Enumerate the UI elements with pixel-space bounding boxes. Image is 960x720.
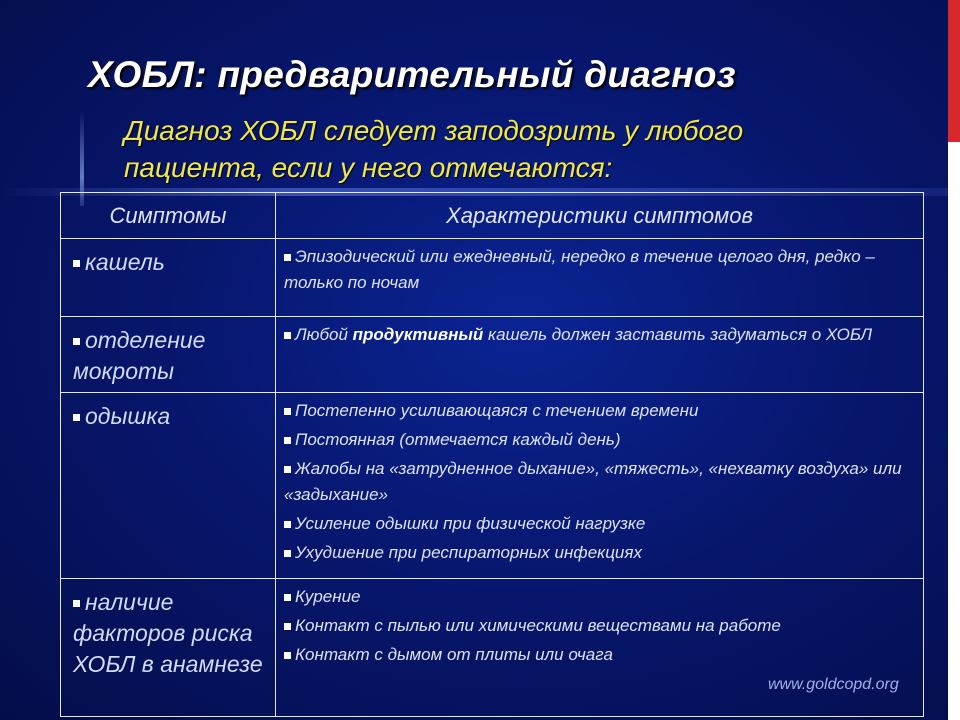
slide-subtitle: Диагноз ХОБЛ следует заподозрить у любого пациента, если у него отмечаются: [124,115,744,183]
list-item: Постепенно усиливающаяся с течением времени [284,398,917,424]
source-url: www.goldcopd.org [768,676,899,693]
symptom-label: наличие факторов риска ХОБЛ в анамнезе [73,589,263,677]
bullet-icon [284,594,291,601]
list-item: Контакт с пылью или химическими веществами на работе [284,613,917,639]
table-row [61,317,924,393]
bullet-icon [73,414,80,421]
list-item: Усиление одышки при физической нагрузке [284,511,917,537]
emphasis-text: продуктивный [352,325,484,344]
symptom-cell [61,393,276,579]
characteristics-cell [276,239,924,317]
symptom-cell [61,317,276,393]
symptom-cell [61,579,276,717]
header-symptoms: Симптомы [61,193,276,239]
side-stripe [948,0,960,720]
list-item: Любой продуктивный кашель должен заставить задуматься о ХОБЛ [284,322,917,348]
characteristics-cell [276,393,924,579]
bullet-icon [284,550,291,557]
list-item: Контакт с дымом от плиты или очага [284,642,917,668]
bullet-icon [73,338,80,345]
table-row [61,393,924,579]
header-characteristics: Характеристики симптомов [276,193,924,239]
list-item: Эпизодический или ежедневный, нередко в течение целого дня, редко – только по ночам [284,247,875,292]
bullet-icon [284,254,291,261]
table-row [61,239,924,317]
bullet-icon [284,521,291,528]
accent-stripe [948,0,960,142]
table-header-row [61,193,924,239]
list-item: Ухудшение при респираторных инфекциях [284,540,917,566]
bullet-icon [284,652,291,659]
symptom-label: отделение мокроты [73,327,206,384]
symptom-cell [61,239,276,317]
list-item: Курение [284,584,917,610]
list-item: Постоянная (отмечается каждый день) [284,427,917,453]
list-item: Жалобы на «затрудненное дыхание», «тяжесть», «нехватку воздуха» или «задыхание» [284,459,902,504]
bullet-icon [284,408,291,415]
table-row [61,579,924,717]
characteristics-cell [276,579,924,717]
bullet-icon [73,260,80,267]
bullet-icon [73,600,80,607]
bullet-icon [284,466,291,473]
symptom-label: одышка [85,403,171,429]
bullet-icon [284,623,291,630]
bullet-icon [284,332,291,339]
bullet-icon [284,437,291,444]
characteristics-cell [276,317,924,393]
slide-title: ХОБЛ: предварительный диагноз [88,54,736,95]
symptom-label: кашель [85,249,165,275]
symptoms-table [60,192,924,717]
